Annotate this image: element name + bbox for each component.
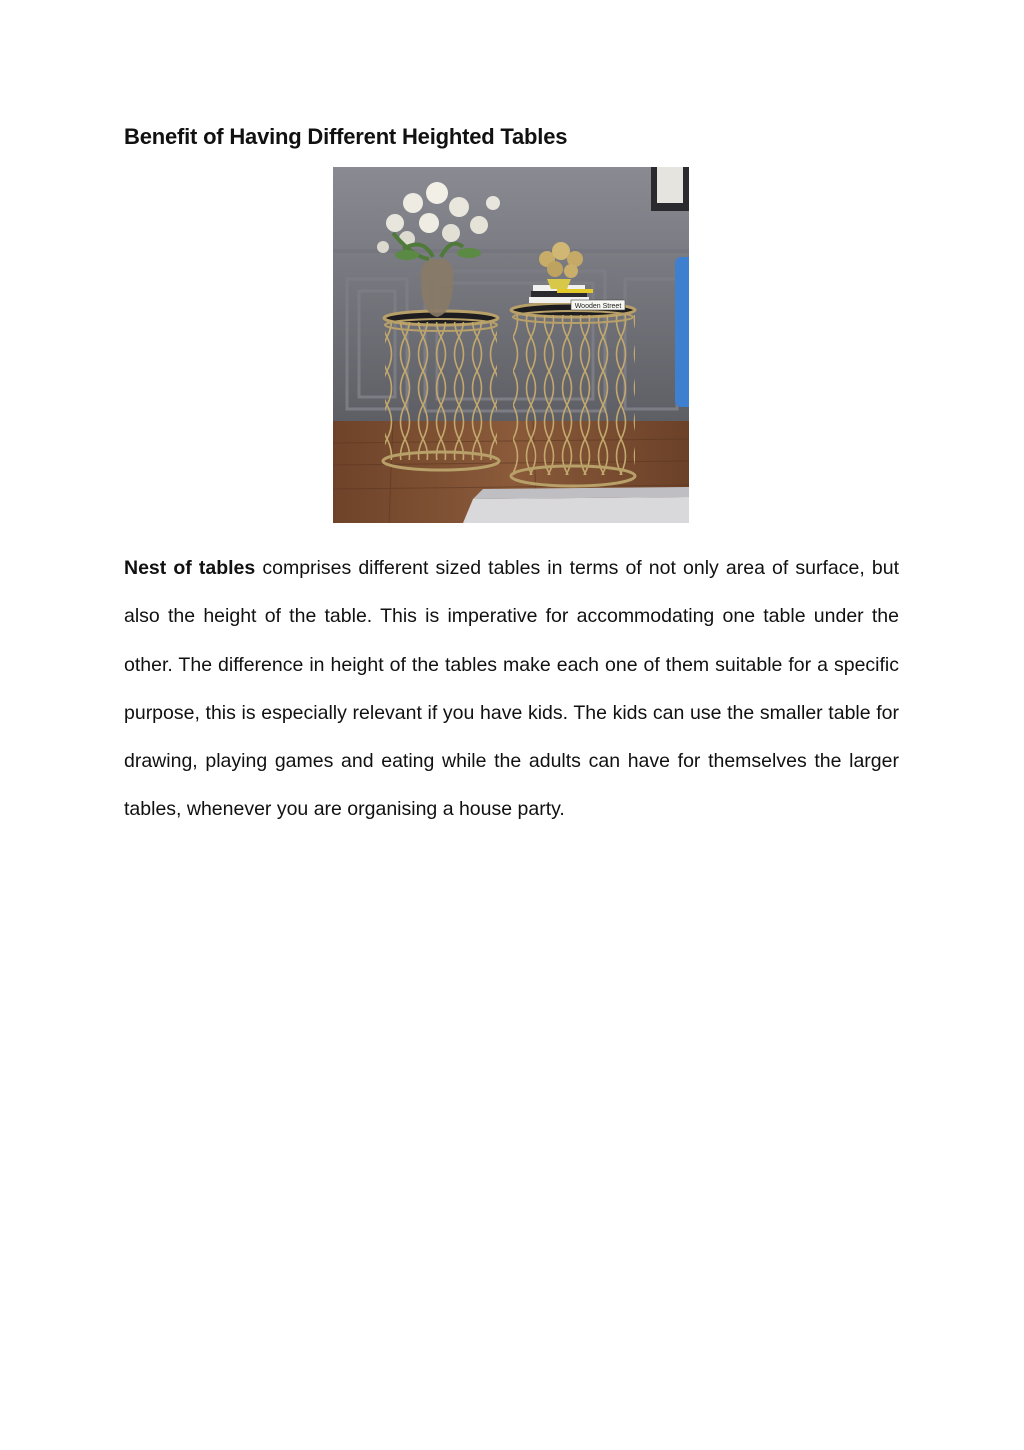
book-label: Wooden Street	[574, 303, 622, 310]
paragraph-lead: Nest of tables	[124, 557, 256, 579]
page-title: Benefit of Having Different Heighted Tables	[124, 124, 568, 149]
paragraph-body: comprises different sized tables in terms of not only area of surface, but also the height of the table. This is imperative for accommodating one table under the other. The difference in height of the tables make each one of them suitable for a specific purpose, this is especially relevant if you have kids. The kids can use the smaller table for drawing, playing games and eating while the adults can have for themselves the larger tables, whenever you are organising a house party.	[124, 557, 899, 821]
nesting-tables-photo	[333, 167, 689, 523]
paragraph	[124, 544, 899, 834]
